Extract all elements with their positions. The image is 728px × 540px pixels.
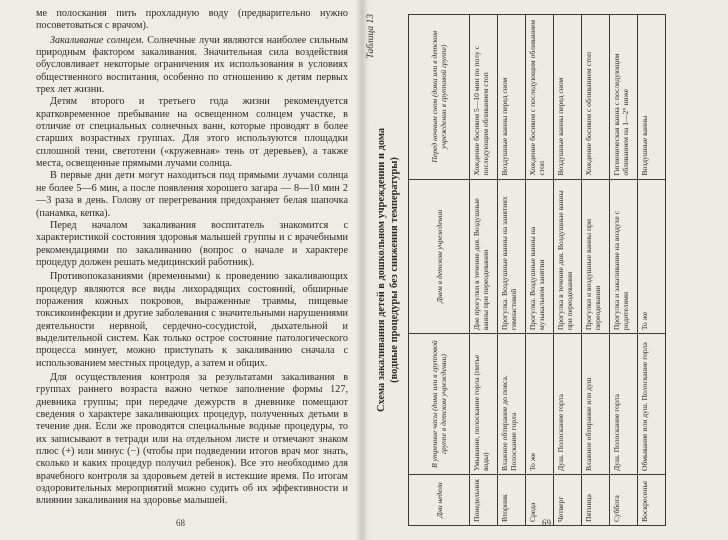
table-row [638,15,666,526]
table-row [470,15,498,526]
left-page [0,0,362,540]
cell-evening: Хождение босиком с последующим обливанием стоп [526,15,554,180]
cell-daytime: Прогулка в течение дня. Воздушные ванны при переодевании [554,179,582,334]
cell-morning: Душ. Полоскание горла [554,334,582,475]
header-days: Дни недели [409,475,470,526]
cell-daytime: Прогулка. Воздушные ванны на занятиях гимнастикой [498,179,526,334]
cell-daytime: Дне прогулки в течение дня. Воздушные ванны при переодевании [470,179,498,334]
table-title-line: Схема закаливания детей в дошкольном учреждении и дома [376,127,387,413]
table-label: Таблица 13 [366,14,376,59]
cell-daytime: Прогулка и закаливание на воздухе с родителями [610,179,638,334]
cell-evening: Воздушные ванны перед сном [498,15,526,180]
paragraph: Детям второго и третьего года жизни рекомендуется кратковременное пребывание на освещенном солнцем участке, в отличие от специальных солнечных ванн, которые проводят в более старших возрастных группах. Для этого используются площадки сплошной тени, светотени («кружевная» тень от деревьев), а также места, освещенные прямыми лучами солнца. [36,96,348,170]
table-row [610,15,638,526]
paragraph: В первые дни дети могут находиться под прямыми лучами солнца не более 5—6 мин, а после появления хорошего загара — 8—10 мин 2—3 раза в день. Голову от перегревания предохраняет белая шапочка (панамка, кепка). [36,170,348,219]
cell-day: Среда [526,475,554,526]
table-row [526,15,554,526]
header-morning: В утренние часы (дома или в групповой группе в детском учреждении) [409,334,470,475]
cell-evening: Гигиеническая ванна с последующим обливанием на 1—2° ниже [610,15,638,180]
cell-morning: Душ. Полоскание горла [610,334,638,475]
cell-evening: Воздушные ванны перед сном [554,15,582,180]
cell-day: Четверг [554,475,582,526]
header-daytime: Днем в детском учреждении [409,179,470,334]
body-text [36,8,348,508]
table-subtitle-line: (водные процедуры без снижения температуры) [388,157,400,383]
table-title [376,40,401,500]
cell-evening: Воздушные ванны [638,15,666,180]
section-heading: Закаливание солнцем. [50,34,144,46]
cell-morning: Умывание, полоскание горла (питье воды) [470,334,498,475]
paragraph-text: Солнечные лучи являются наиболее сильным природным фактором закаливания. Значительная сила воздействия обусловливает некоторые ограничения их использования в условиях общественного воспитания, особенно по отношению к детям первых трех лет жизни. [36,34,348,96]
cell-day: Пятница [582,475,610,526]
paragraph: Перед началом закаливания воспитатель знакомится с характеристикой состояния здоровья малышей группы и с врачебными рекомендациями по закаливанию (вопрос о начале и характере процедур должен решать медицинский работник). [36,219,348,268]
table-row [498,15,526,526]
cell-day: Вторник [498,475,526,526]
cell-day: Суббота [610,475,638,526]
cell-daytime: Прогулка. Воздушные ванны на музыкальном занятии [526,179,554,334]
cell-evening: Хождение босиком с обливанием стоп [582,15,610,180]
paragraph: ме полоскания пить прохладную воду (предварительно нужно посоветоваться с врачом). [36,8,348,32]
cell-day: Понедельник [470,475,498,526]
paragraph: Противопоказаниями (временными) к проведению закаливающих процедур являются все виды лихорадящих состояний, обширные поражения кожных покровов, выраженные травмы, пищевые токсикоинфекции и другие заболевания с значительными нарушениями деятельности нервной, сердечно-сосудистой, дыхательной и выделительной систем. Как только острое состояние патологического процесса минует, можно приступать к закаливанию сначала с использованием местных процедур, а затем и общих. [36,271,348,369]
cell-morning: Влажное обтирание или душ [582,334,610,475]
page-number-right: 69 [542,518,551,528]
table-row [582,15,610,526]
table-header-row [409,15,470,526]
paragraph-sun [36,35,348,97]
cell-morning: Влажное обтирание до пояса. Полоскание горла [498,334,526,475]
cell-day: Воскресенье [638,475,666,526]
cell-morning: То же [526,334,554,475]
cell-morning: Обмывание или душ. Полоскание горла [638,334,666,475]
cell-daytime: Прогулки и воздушные ванны при переодевании [582,179,610,334]
cell-evening: Хождение босиком 5—10 мин по полу с последующим обливанием стоп [470,15,498,180]
paragraph: Для осуществления контроля за результатами закаливания в группах раннего возраста важно четкое заполнение формы 127, дневника группы; при передаче дежурств в дневнике помещают сведения о характере закаливающих процедур, полученных детьми в течение дня. Если же проводятся специальные водные процедуры, то их записывают в тетради или на отдельном листе и отмечают знаком плюс (+) или минус (−) (чтобы при подведении итогов врач мог знать, сколько и каких процедур получил ребенок). Все это необходимо для врачебного контроля за здоровьем детей в истекшие время. По итогам оздоровительных мероприятий можно судить об их эффективности и влиянии закаливания на здоровье малышей. [36,371,348,507]
rotated-table-block [362,0,728,540]
cell-daytime: То же [638,179,666,334]
page-number-left: 68 [176,518,185,528]
table-row [554,15,582,526]
hardening-schedule-table [408,14,666,526]
header-evening: Перед ночным сном (дома или в детском учреждении в групповой группе) [409,15,470,180]
